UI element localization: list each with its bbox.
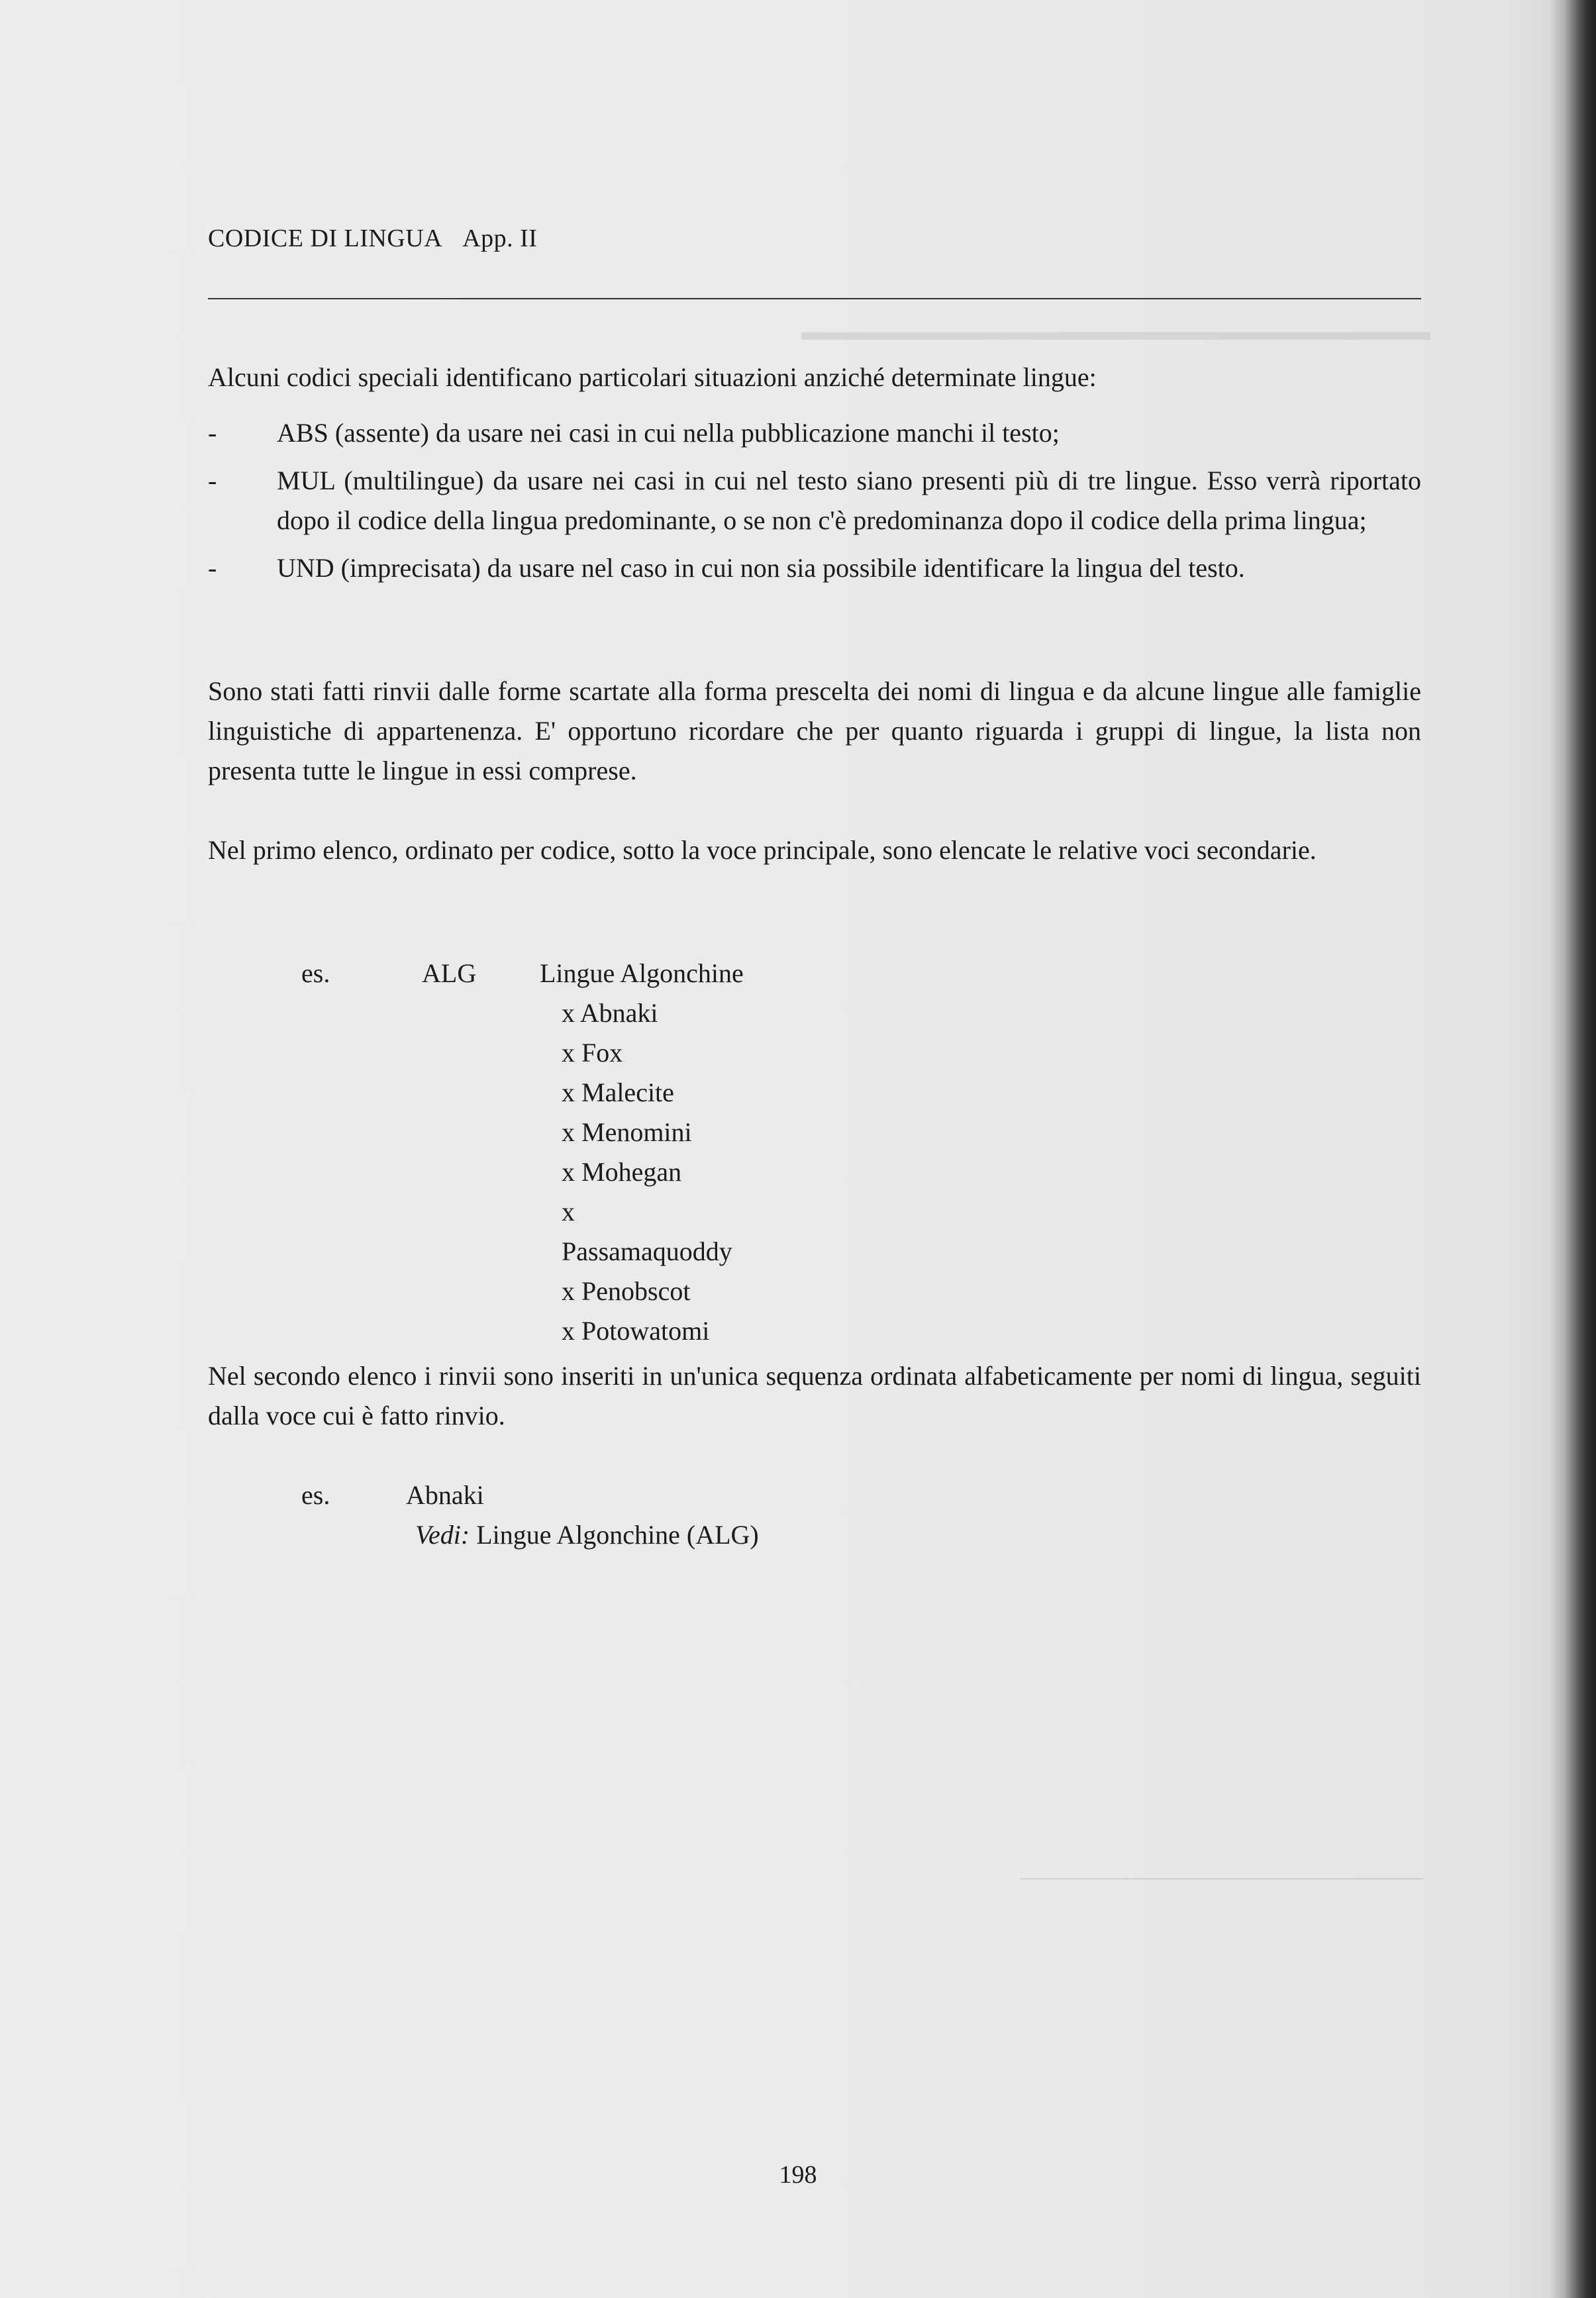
example-label: es. bbox=[301, 958, 330, 988]
book-spine-shadow bbox=[1550, 0, 1596, 2298]
example-label: es. bbox=[301, 1480, 330, 1510]
example-language-name: Lingue Algonchine bbox=[540, 958, 744, 988]
list-item-text: ABS (assente) da usare nei casi in cui nella pubblicazione manchi il testo; bbox=[277, 418, 1060, 448]
page-number: 198 bbox=[779, 2161, 817, 2189]
secondary-entries-list bbox=[562, 993, 744, 1351]
secondary-entry: x Mohegan bbox=[562, 1157, 682, 1187]
list-dash: - bbox=[208, 553, 217, 583]
vedi-target: Lingue Algonchine (ALG) bbox=[476, 1520, 759, 1550]
list-item-text: MUL (multilingue) da usare nei casi in cui nel testo siano presenti più di tre lingue. Esso verrà riportato dopo il codice della lingua predominante, o se non c'è predominanza dopo il codice della prima lingua; bbox=[277, 466, 1421, 535]
secondary-entry: x Fox bbox=[562, 1038, 623, 1068]
list-item bbox=[208, 413, 1421, 453]
secondary-entry: x Passamaquoddy bbox=[562, 1197, 732, 1266]
list-dash: - bbox=[208, 418, 217, 448]
secondary-entry: x Potowatomi bbox=[562, 1316, 710, 1346]
first-list-paragraph: Nel primo elenco, ordinato per codice, sotto la voce principale, sono elencate le relative voci secondarie. bbox=[208, 835, 1317, 865]
example-first-list bbox=[301, 954, 744, 1346]
example-code: ALG bbox=[422, 958, 477, 988]
secondary-entry: x Abnaki bbox=[562, 998, 658, 1028]
secondary-entry: x Penobscot bbox=[562, 1276, 691, 1306]
list-item bbox=[208, 548, 1421, 588]
secondary-entry: x Menomini bbox=[562, 1117, 692, 1147]
vedi-label: Vedi: bbox=[415, 1520, 470, 1550]
show-through-2 bbox=[199, 781, 1430, 980]
list-item-text: UND (imprecisata) da usare nel caso in cui non sia possibile identificare la lingua del testo. bbox=[277, 553, 1245, 583]
special-codes-list bbox=[208, 413, 1421, 596]
header-title: CODICE DI LINGUA bbox=[208, 225, 443, 252]
referrals-paragraph: Sono stati fatti rinvii dalle forme scartate alla forma prescelta dei nomi di lingua e da alcune lingue alle famiglie linguistiche di appartenenza. E' opportuno ricordare che per quanto riguarda i gruppi di lingue, la lista non presenta tutte le lingue in essi comprese. bbox=[208, 676, 1421, 785]
list-dash: - bbox=[208, 466, 217, 495]
show-through-1: ▬▬▬▬▬▬▬▬▬▬▬▬▬▬▬▬▬▬▬▬▬▬▬▬▬ bbox=[801, 318, 1430, 346]
intro-paragraph: Alcuni codici speciali identificano particolari situazioni anziché determinate lingue: bbox=[208, 362, 1097, 392]
secondary-entry: x Malecite bbox=[562, 1077, 674, 1107]
list-item bbox=[208, 461, 1421, 540]
page-header bbox=[208, 224, 537, 253]
second-list-paragraph: Nel secondo elenco i rinvii sono inseriti in un'unica sequenza ordinata alfabeticamente per nomi di lingua, seguiti dalla voce cui è fatto rinvio. bbox=[208, 1361, 1421, 1430]
header-section: App. II bbox=[462, 225, 538, 252]
header-rule bbox=[208, 298, 1421, 299]
show-through-footnote-rule bbox=[1020, 1878, 1424, 1879]
example-term: Abnaki bbox=[406, 1480, 484, 1510]
example-second-list bbox=[301, 1475, 759, 1555]
